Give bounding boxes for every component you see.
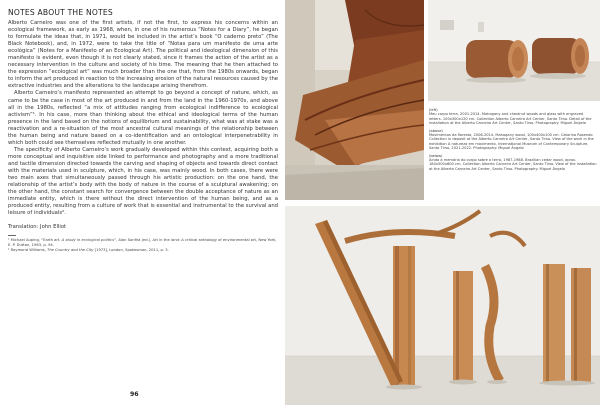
- caption-left: (left) Meu corpo terra, 2001-2014. Mahogany and chestnut woods and glass with engraved letters. 100x300x120 cm. Collection Alberto Carneiro Art Center, Santo Tirso. Detail of the installation at the Alberto Carneiro Art Center, Santo Tirso. Photography: Miguel Ângelo: [429, 108, 592, 126]
- paragraph-2: Alberto Carneiro’s manifesto represented an attempt to go beyond a concept of nature, which, as came to be the case in most of the art produced in and from the land in the 1960-1970s, and above all in the 1980s, reflected “a mix of attitudes ranging from ecological indifference to ecological activism”¹. In his case, more than thinking about the ethical and ideological terms of the human presence in the land based on the notions of equilibrium and sustainability, what was at stake was a reactivation and a re-situation of the most ancestral cultural meanings of the relationship between the human being and nature based on a co-identification and an ontological interpenetrability in which both could see themselves reflected mutually in one another.: [8, 90, 278, 146]
- footnote-2: ² Raymond Williams, The Country and the City [1973], London, Spokesman, 2011, p. 3.: [8, 248, 169, 253]
- photo-below-installation: [285, 206, 600, 405]
- paragraph-3: The specificity of Alberto Carneiro’s work gradually developed within this context, acquiring both a more conceptual and inquisitive side linked to performance and photography and a more traditional and tactile dimension directed towards the carving and shaping of objects and towards direct contact with the materials used in sculpture, which, in his case, was mainly wood. In both cases, there were two main axes that simultaneously passed through his artistic production: on the one hand, the relationship of the artist’s body with the body of nature in the course of a sculptural awakening; on the other hand, the constant search for convergence between the double acceptance of nature as an immediate entity, which is there without the direct intervention of the human being, and as a produced entity, resulting from a culture of work that is essential and instrumental to the survival and leisure of individuals².: [8, 146, 278, 217]
- text-column: [8, 8, 278, 400]
- caption-above: (above) Movimentos da floresta, 2006-2014. Mahogany wood, 100x400x100 cm. Catarina Rosendo Collection in deposit at the Alberto Carneiro Art Center, Santo Tirso. View of the work in the exhibition A natureza em movimento, International Museum of Contemporary Sculpture, Santo Tirso, 2021-2022. Photography: Miguel Ângelo: [429, 128, 594, 151]
- section-heading: NOTES ABOUT THE NOTES: [8, 8, 113, 17]
- footnote-1: ¹ Michael Auping, “Earth art. A study in ecological politics”, Alan Sonfist (ed.), Art in the land: A critical anthology of environmental art, New York, E. P. Dutton, 1983, p. 94.: [8, 238, 277, 248]
- translation-credit: Translation: John Elliot: [8, 224, 67, 231]
- page-number: 96: [130, 391, 139, 398]
- footnote-rule: [8, 235, 16, 236]
- paragraph-1: Alberto Carneiro was one of the first artists, if not the first, to express his concerns within an ecological framework, as early as 1968, when, in one of his numerous “Notes for a Diary”, he began to formulate the ideas that, in 1971, would be included in the artist’s book “O caderno preto” (The Black Notebook), and, in 1972, were to take the title of “Notas para um manifesto de uma arte ecológica” (Notes for a Manifesto of an Ecological Art). The political and ideological dimension of this manifesto is evident, even though it is not clearly stated, since it frames the action of the artist as a necessary intervention in the culture and society of his time. The meaning that he then attached to the expression “ecological art” was much broader than the one that, from the 1980s onwards, began to inform the art produced in reaction to the increasing erosion of the natural resources caused by the extractive industries and the alterations to the landscape arising therefrom.: [8, 20, 278, 90]
- caption-below: (below) Ainda a memória do corpo sobre a terra, 1987-1988. Brazilian cedar wood, aprox. 180x500x600 cm. Collection Alberto Carneiro Art Center, Santo Tirso. View of the installation at the Alberto Carneiro Art Center, Santo Tirso. Photography: Miguel Ângelo: [429, 153, 597, 171]
- photo-captions: [429, 108, 597, 174]
- photo-above-logs: [428, 0, 600, 101]
- photo-left-sculpture: [285, 0, 424, 200]
